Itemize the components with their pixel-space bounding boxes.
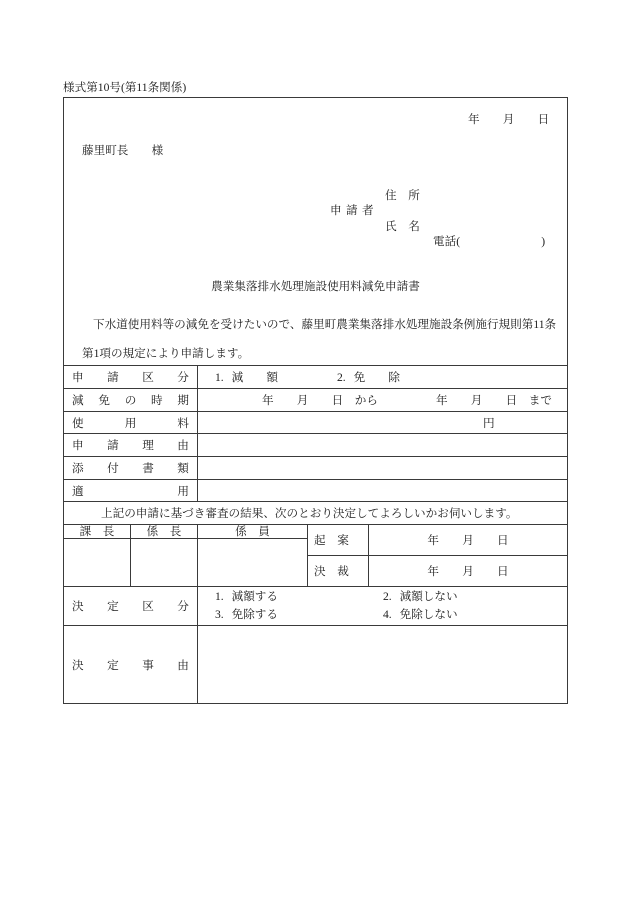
remarks-label: 適用 [72, 484, 283, 498]
reason-label: 申請理由 [72, 439, 213, 452]
application-type-label: 申請区分 [72, 371, 213, 384]
final-label: 決 裁 [308, 556, 369, 586]
fee-label: 使用料 [72, 416, 231, 430]
decision-option-3: 3. 免除する [215, 608, 278, 621]
row-reason [64, 433, 567, 456]
label-cell [64, 434, 213, 456]
label-cell [64, 626, 213, 703]
phone-label: 電話( ) [433, 235, 546, 248]
decision-reason-label: 決定事由 [72, 658, 213, 672]
period-label: 減免の時期 [72, 394, 204, 407]
row-fee [64, 411, 567, 433]
document-title: 農業集落排水処理施設使用料減免申請書 [211, 280, 420, 293]
row-approval [64, 524, 567, 586]
addressee: 藤里町長 様 [82, 144, 164, 157]
decision-options [198, 587, 567, 625]
row-period [64, 388, 567, 411]
decision-option-4: 4. 免除しない [383, 608, 458, 621]
option-exemption: 2. 免 除 [337, 371, 400, 384]
body-text-line-1: 下水道使用料等の減免を受けたいので、藤里町農業集落排水処理施設条例施行規則第11条 [93, 318, 557, 331]
value-cell [198, 412, 567, 433]
row-decision-reason [64, 625, 567, 703]
draft-label: 起 案 [308, 525, 369, 555]
label-cell [64, 389, 204, 411]
review-statement: 上記の申請に基づき審査の結果、次のとおり決定してよろしいかお伺いします。 [101, 507, 518, 520]
application-form [63, 97, 568, 704]
decision-option-2: 2. 減額しない [383, 590, 458, 603]
draft-row [308, 525, 567, 556]
address-label: 住 所 [385, 189, 420, 202]
period-to: 年 月 日 まで [436, 394, 552, 407]
staff-stamp-box [198, 525, 308, 586]
decision-option-1: 1. 減額する [215, 590, 278, 603]
label-cell [64, 412, 231, 433]
value-cell [198, 366, 567, 388]
decision-category-label: 決定区分 [72, 600, 213, 613]
row-attachments [64, 456, 567, 479]
row-review-statement [64, 501, 567, 524]
form-number: 様式第10号(第11条関係) [63, 81, 187, 94]
row-application-type [64, 365, 567, 388]
applicant-label: 申請者 [330, 204, 378, 217]
option-reduction: 1. 減 額 [215, 371, 278, 384]
name-label: 氏 名 [385, 220, 420, 233]
final-row [308, 556, 567, 586]
draft-date: 年 月 日 [427, 534, 509, 547]
value-cell [198, 389, 567, 411]
period-from: 年 月 日 から [262, 394, 378, 407]
approval-dates [308, 525, 567, 586]
remarks-field [198, 480, 567, 501]
subsection-chief-stamp-box [131, 525, 198, 586]
fee-unit: 円 [483, 416, 495, 430]
section-chief-stamp-box [64, 525, 131, 586]
final-date: 年 月 日 [427, 565, 509, 578]
subsection-chief-label: 係 長 [131, 525, 197, 539]
row-decision-category [64, 586, 567, 625]
attachments-label: 添付書類 [72, 462, 213, 475]
label-cell [64, 587, 213, 625]
label-cell [64, 366, 213, 388]
reason-field [198, 434, 567, 456]
body-text-line-2: 第1項の規定により申請します。 [82, 347, 250, 360]
label-cell [64, 480, 283, 501]
decision-reason-field [198, 626, 567, 703]
application-date: 年 月 日 [468, 113, 550, 126]
section-chief-label: 課 長 [64, 525, 130, 539]
row-remarks [64, 479, 567, 501]
label-cell [64, 457, 213, 479]
attachments-field [198, 457, 567, 479]
staff-label: 係 員 [198, 525, 307, 539]
